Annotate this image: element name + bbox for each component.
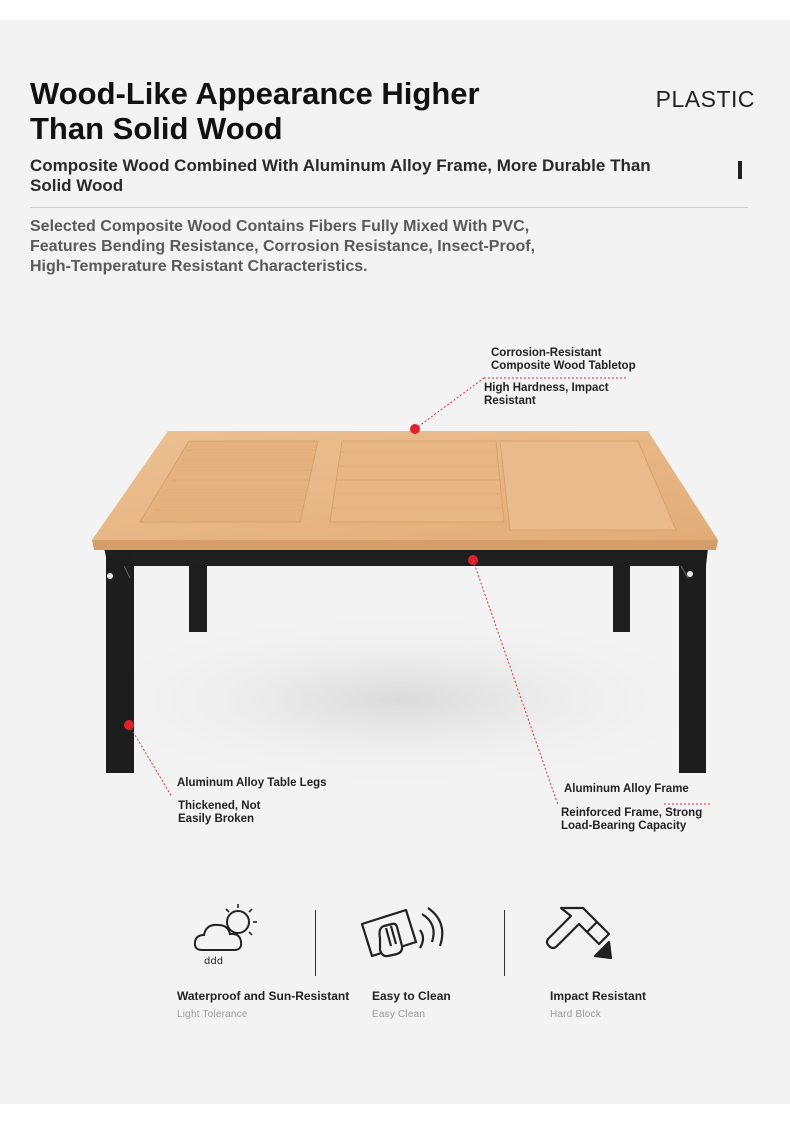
table-leg-front-left	[106, 555, 134, 773]
page-title: Wood-Like Appearance Higher Than Solid Wood	[30, 76, 480, 146]
table-leg-back-left	[189, 560, 207, 632]
callout-frame-detail: Reinforced Frame, Strong Load-Bearing Capacity	[561, 807, 703, 832]
feature-sublabel: Light Tolerance	[177, 1009, 248, 1020]
feature-label: Waterproof and Sun-Resistant	[177, 989, 350, 1003]
product-description: Selected Composite Wood Contains Fibers Fully Mixed With PVC, Features Bending Resistance, Corrosion Resistance, Insect-Proof, High-Temperature Resistant Characteristics.	[30, 218, 536, 275]
aluminum-frame	[104, 548, 708, 566]
feature-label: Easy to Clean	[372, 989, 451, 1003]
callout-tabletop-title: Corrosion-Resistant Composite Wood Tabletop	[491, 347, 636, 372]
feature-label: Impact Resistant	[550, 989, 647, 1003]
feature-sublabel: Easy Clean	[372, 1009, 426, 1020]
weather-cloud-sun-icon	[190, 900, 262, 970]
callout-legs-title: Aluminum Alloy Table Legs	[177, 777, 327, 789]
callout-tabletop-detail: High Hardness, Impact Resistant	[484, 382, 609, 407]
callout-frame-title: Aluminum Alloy Frame	[564, 783, 689, 795]
table-leg-back-right	[613, 560, 630, 632]
hammer-icon	[543, 902, 615, 964]
page-subtitle: Composite Wood Combined With Aluminum Alloy Frame, More Durable Than Solid Wood	[30, 156, 651, 195]
material-label: PLASTIC	[655, 86, 755, 112]
feature-divider-2	[504, 910, 505, 976]
svg-text:ddd: ddd	[204, 956, 224, 967]
feature-sublabel: Hard Block	[550, 1009, 601, 1020]
wipe-hand-icon	[358, 902, 450, 968]
feature-divider-1	[315, 910, 316, 976]
callout-legs-detail: Thickened, Not Easily Broken	[178, 800, 261, 825]
table-shadow	[70, 610, 730, 790]
leader-tabletop	[415, 378, 484, 429]
table-leg-front-right	[679, 555, 706, 773]
